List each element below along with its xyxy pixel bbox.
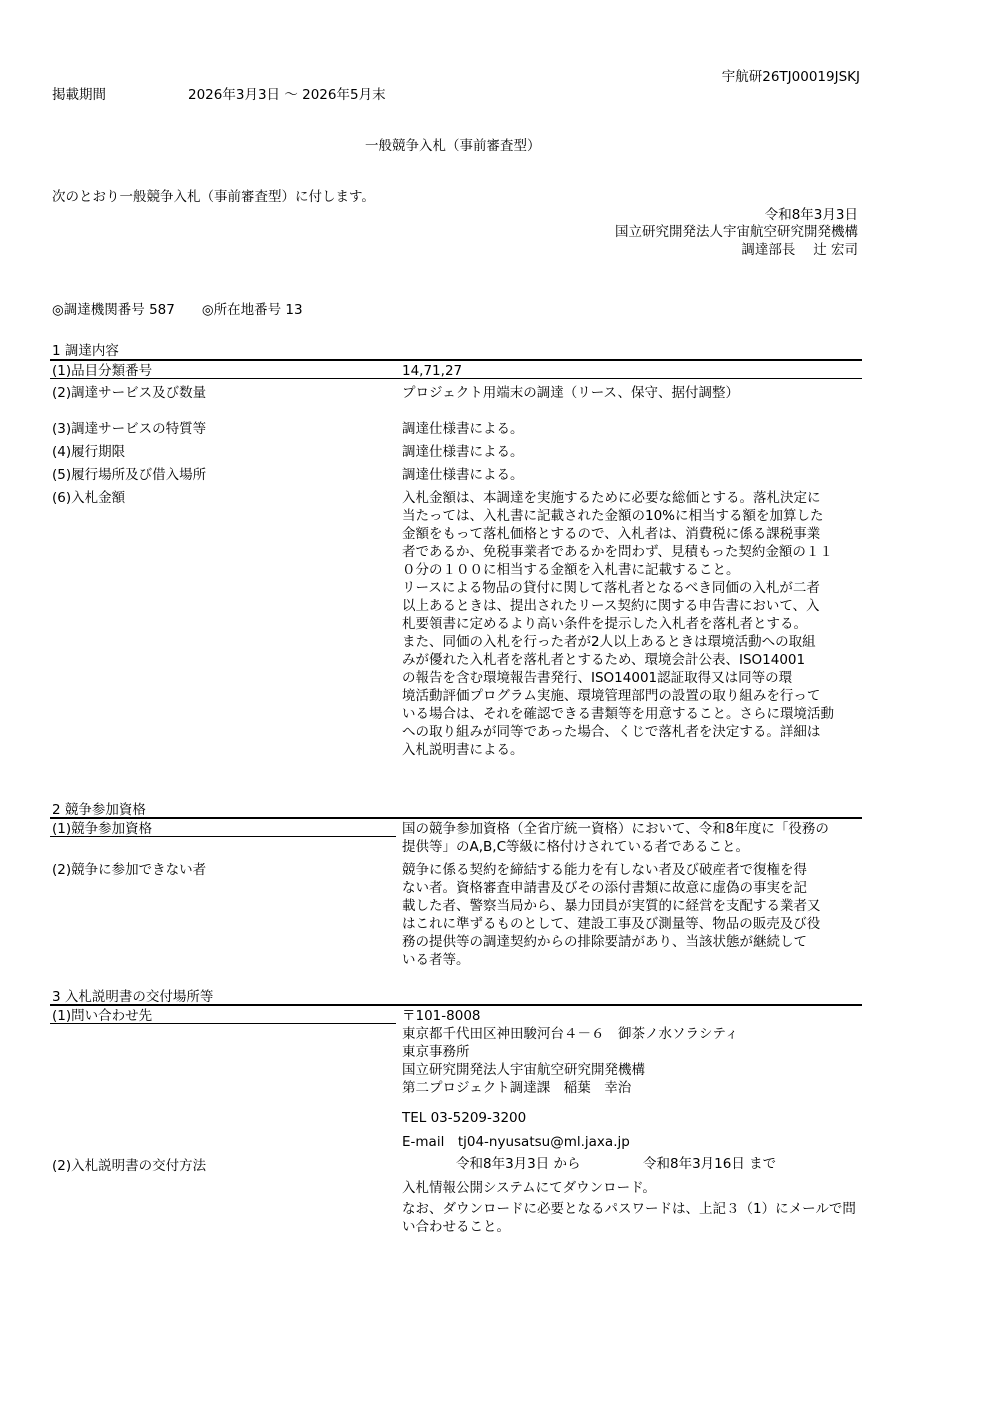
row-value: 14,71,27 [402, 363, 463, 379]
qualification-text [402, 820, 862, 856]
text-line: 境活動評価プログラム実施、環境管理部門の設置の取り組みを行って [402, 688, 821, 704]
text-line: 載した者、警察当局から、暴力団員が実質的に経営を支配する業者又 [402, 898, 821, 914]
section-1-rule [50, 359, 862, 361]
row-label: (4)履行期限 [52, 444, 126, 460]
text-line: また、同価の入札を行った者が2人以上あるときは環境活動への取組 [402, 634, 816, 650]
row-value: 調達仕様書による。 [402, 444, 524, 460]
row-label: (2)調達サービス及び数量 [52, 385, 207, 401]
section-2-rule [50, 817, 862, 819]
text-line: なお、ダウンロードに必要となるパスワードは、上記３（1）にメールで問 [402, 1201, 856, 1217]
text-line: はこれに準ずるものとして、建設工事及び測量等、物品の販売及び役 [402, 916, 821, 932]
contact-tel: TEL 03-5209-3200 [402, 1110, 527, 1126]
text-line: への取り組みが同等であった場合、くじで落札者を決定する。詳細は [402, 724, 821, 740]
text-line: 国の競争参加資格（全省庁統一資格）において、令和8年度に「役務の [402, 821, 829, 837]
posting-period-value: 2026年3月3日 ～ 2026年5月末 [188, 87, 386, 103]
text-line: の報告を含む環境報告書発行、ISO14001認証取得又は同等の環 [402, 670, 793, 686]
text-line: 第二プロジェクト調達課 稲葉 幸治 [402, 1080, 632, 1096]
text-line: 金額をもって落札価格とするので、入札者は、消費税に係る課税事業 [402, 526, 821, 542]
text-line: い合わせること。 [402, 1219, 510, 1235]
row-value: 調達仕様書による。 [402, 421, 524, 437]
text-line: 入札説明書による。 [402, 742, 524, 758]
row-label: (6)入札金額 [52, 490, 126, 506]
row-label: (2)入札説明書の交付方法 [52, 1158, 207, 1174]
text-line: 〒101-8008 [402, 1008, 481, 1024]
text-line: ０分の１００に相当する金額を入札書に記載すること。 [402, 562, 740, 578]
intro-text: 次のとおり一般競争入札（事前審査型）に付します。 [52, 189, 375, 205]
document-title: 一般競争入札（事前審査型） [365, 138, 541, 154]
password-note [402, 1200, 862, 1236]
row-label: (1)問い合わせ先 [52, 1008, 153, 1024]
contact-email[interactable]: E-mail tj04-nyusatsu@ml.jaxa.jp [402, 1134, 630, 1150]
contact-address [402, 1007, 862, 1097]
row-label: (5)履行場所及び借入場所 [52, 467, 207, 483]
issuer-organization: 国立研究開発法人宇宙航空研究開発機構 [615, 224, 858, 240]
row-label: (3)調達サービスの特質等 [52, 421, 207, 437]
excluded-parties-text [402, 861, 862, 969]
text-line: 東京都千代田区神田駿河台４－６ 御茶ノ水ソラシティ [402, 1026, 739, 1042]
text-line: 務の提供等の調達契約からの排除要請があり、当該状態が継続して [402, 934, 807, 950]
text-line: 競争に係る契約を締結する能力を有しない者及び破産者で復権を得 [402, 862, 807, 878]
text-line: 当たっては、入札書に記載された金額の10%に相当する額を加算した [402, 508, 824, 524]
text-line: 以上あるときは、提出されたリース契約に関する申告書において、入 [402, 598, 820, 614]
row-divider [50, 378, 862, 379]
text-line: みが優れた入札者を落札者とするため、環境会計公表、ISO14001 [402, 652, 806, 668]
posting-period-label: 掲載期間 [52, 87, 106, 103]
section-1-heading: 1 調達内容 [52, 343, 119, 359]
text-line: 札要領書に定めるより高い条件を提示した入札者を落札者とする。 [402, 616, 807, 632]
row-divider [50, 836, 396, 837]
text-line: 者であるか、免税事業者であるかを問わず、見積もった契約金額の１１ [402, 544, 833, 560]
row-label: (1)競争参加資格 [52, 821, 153, 837]
issue-date: 令和8年3月3日 [764, 207, 858, 223]
section-3-heading: 3 入札説明書の交付場所等 [52, 989, 214, 1005]
distribution-method: 入札情報公開システムにてダウンロード。 [402, 1180, 656, 1196]
row-value: 調達仕様書による。 [402, 467, 524, 483]
bid-amount-text [402, 489, 862, 759]
text-line: いる者等。 [402, 952, 470, 968]
row-divider [50, 1023, 396, 1024]
document-number: 宇航研26TJ00019JSKJ [721, 69, 860, 85]
row-label: (2)競争に参加できない者 [52, 862, 207, 878]
text-line: いる場合は、それを確認できる書類等を用意すること。さらに環境活動 [402, 706, 834, 722]
text-line: 入札金額は、本調達を実施するために必要な総価とする。落札決定に [402, 490, 821, 506]
row-label: (1)品目分類番号 [52, 363, 153, 379]
row-value: プロジェクト用端末の調達（リース、保守、据付調整） [402, 385, 739, 401]
section-3-rule [50, 1004, 862, 1006]
issuer-person: 調達部長 辻 宏司 [741, 242, 858, 258]
section-2-heading: 2 競争参加資格 [52, 802, 146, 818]
text-line: 提供等」のA,B,C等級に格付けされている者であること。 [402, 839, 750, 855]
text-line: ない者。資格審査申請書及びその添付書類に故意に虚偽の事実を記 [402, 880, 807, 896]
text-line: 国立研究開発法人宇宙航空研究開発機構 [402, 1062, 645, 1078]
text-line: リースによる物品の貸付に関して落札者となるべき同価の入札が二者 [402, 580, 820, 596]
distribution-to-date: 令和8年3月16日 まで [643, 1156, 777, 1172]
text-line: 東京事務所 [402, 1044, 470, 1060]
agency-codes: ◎調達機関番号 587 ◎所在地番号 13 [52, 302, 303, 318]
distribution-from-date: 令和8年3月3日 から [456, 1156, 581, 1172]
